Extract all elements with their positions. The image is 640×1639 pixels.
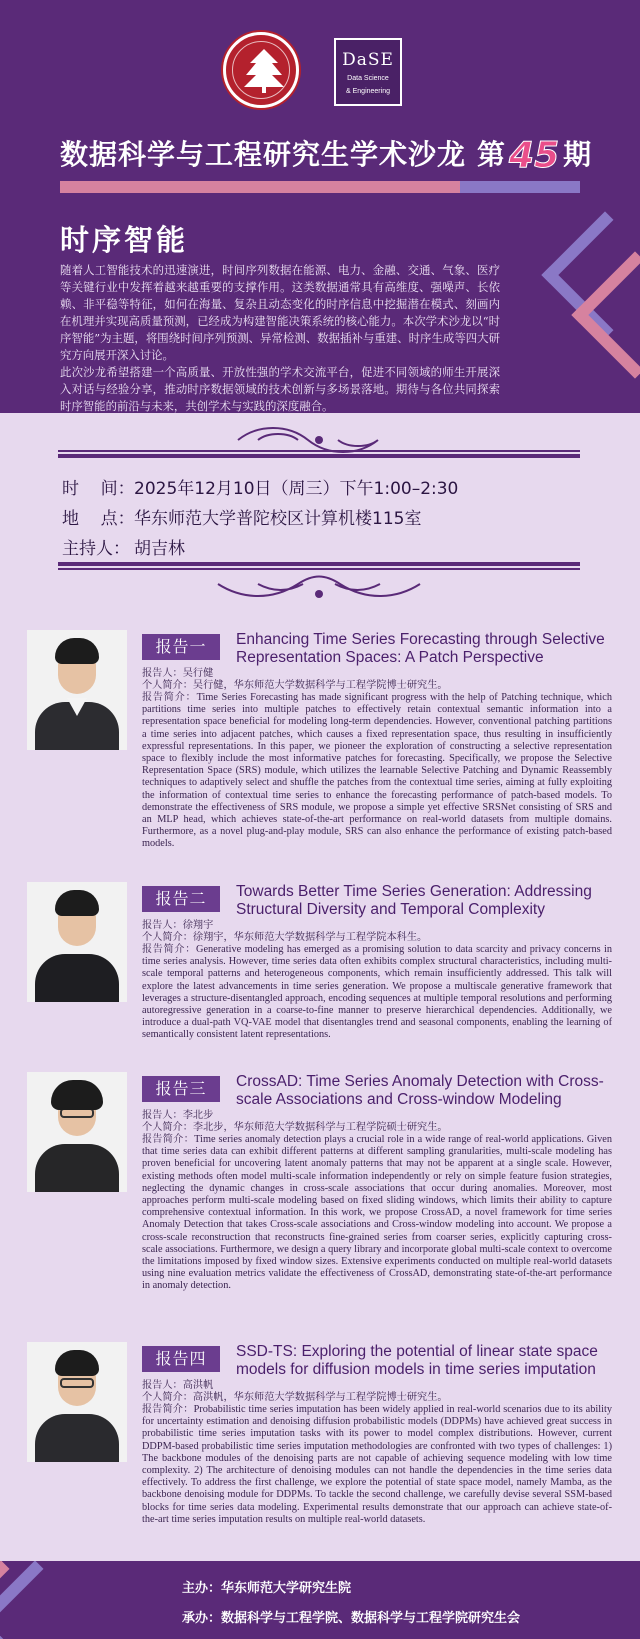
footer <box>0 1561 640 1639</box>
event-info <box>62 474 458 564</box>
abstract-text: Time series anomaly detection plays a crucial role in a wide range of real-world applications. Given that time series data can exhibit different patterns at different sampling granularities, multi-scale modeling has proven beneficial for uncovering latent anomaly patterns that may not be apparent at a single scale. However, existing methods often model multi-scale information independently or rely on simple feature fusion strategies, neglecting the dynamic changes in cross-scale associations that occur during anomalies. Moreover, most approaches perform multi-scale modeling based on fixed sliding windows, which limits their ability to capture comprehensive contextual information. In this work, we propose CrossAD, a novel framework for time series Anomaly Detection that takes Cross-scale associations and Cross-window modeling into account. We propose a cross-scale reconstruction that reconstructs fine-grained series from coarser series, explicitly capturing cross-scale associations. Furthermore, we design a query library and incorporate global multi-scale context to overcome the limitations imposed by fixed window sizes. Extensive experiments conducted on multiple real-world datasets using nine evaluation metrics validate the effectiveness of CrossAD, demonstrating state-of-the-art performance in anomaly detection. <box>142 1134 613 1292</box>
abstract-text: Generative modeling has emerged as a promising solution to data scarcity and privacy concerns in time series analysis. However, time series data often exhibits complex structural characteristics, including multi-scale temporal patterns and heterogeneous components, which remain insufficiently addressed. This talk will explore the latest advancements in time series generation. We propose a multiscale generative framework that leverages a structure-disentangled approach, encoding sequences at multiple temporal resolutions and performing autoregressive generation in a coarse-to-fine manner to preserve hierarchical dependencies. Additionally, we introduce a dual-path VQ-VAE model that disentangles trend and seasonal components, enabling the learning of semantically consistent latent representations. <box>142 944 612 1041</box>
issue-badge <box>477 133 591 176</box>
talk-tag: 报告三 <box>142 1076 220 1102</box>
tree-icon <box>242 47 286 93</box>
time-row <box>62 474 458 504</box>
ornament-divider <box>58 560 580 606</box>
place-row <box>62 504 458 534</box>
organizer: 主办：华东师范大学研究生院 <box>182 1581 352 1596</box>
talk-tag: 报告一 <box>142 634 220 660</box>
speaker-photo <box>27 1342 127 1462</box>
talk-title: Enhancing Time Series Forecasting through Selective Representation Spaces: A Patch Perspective <box>236 631 605 666</box>
talk-title: SSD-TS: Exploring the potential of linear state space models for diffusion models in time series imputation <box>236 1343 598 1378</box>
intro-paragraph: 此次沙龙希望搭建一个高质量、开放性强的学术交流平台，促进不同领域的师生开展深入对话与经验分享，推动时序数据领域的技术创新与多场景落地。期待与各位共同探索时序智能的前沿与未来，共创学术与实践的深度融合。 <box>60 365 500 413</box>
talk-abstract <box>142 944 612 1042</box>
abstract-label: 报告简介： <box>142 1404 194 1415</box>
speaker-bio: 个人简介：徐翔宇，华东师范大学数据科学与工程学院本科生。 <box>142 932 428 943</box>
salon-title: 数据科学与工程研究生学术沙龙 <box>60 138 467 171</box>
divider-bar <box>460 181 580 193</box>
speaker-photo <box>27 630 127 750</box>
abstract-label: 报告简介： <box>142 692 197 703</box>
co-organizer: 承办：数据科学与工程学院、数据科学与工程学院研究生会 <box>182 1611 521 1626</box>
time-value: 2025年12月10日（周三）下午1:00–2:30 <box>134 479 459 499</box>
talk-abstract <box>142 1404 612 1526</box>
dase-logo-sub1: Data Science <box>347 75 389 82</box>
intro-paragraph: 随着人工智能技术的迅速演进，时间序列数据在能源、电力、金融、交通、气象、医疗等关键行业中发挥着越来越重要的支撑作用。这类数据通常具有高维度、强噪声、长依赖、非平稳等特征，如何在海量、复杂且动态变化的时序信息中挖掘潜在模式、刻画内在机理并实现高质量预测，已经成为构建智能决策系统的核心能力。本次学术沙龙以“时序智能”为主题，将围绕时间序列预测、异常检测、数据插补与重建、时序生成等四大研究方向展开深入讨论。 <box>60 263 500 362</box>
speaker-bio: 个人简介：高洪帆，华东师范大学数据科学与工程学院博士研究生。 <box>142 1392 448 1403</box>
talk-title: Towards Better Time Series Generation: Addressing Structural Diversity and Temporal Complexity <box>236 883 592 918</box>
talk-tag: 报告二 <box>142 886 220 912</box>
issue-number: 45 <box>509 135 560 176</box>
divider-bar <box>60 181 460 193</box>
host-value: 胡吉林 <box>134 539 185 559</box>
speaker-photo <box>27 882 127 1002</box>
talk-tag: 报告四 <box>142 1346 220 1372</box>
issue-prefix: 第 <box>477 138 506 171</box>
header-section <box>0 0 640 413</box>
ornament-divider <box>58 422 580 460</box>
talk-abstract <box>142 1134 612 1293</box>
place-label: 地 点： <box>62 509 135 529</box>
dase-logo-sub2: & Engineering <box>346 88 390 95</box>
speaker-name: 报告人：高洪帆 <box>142 1380 214 1391</box>
issue-suffix: 期 <box>563 138 592 171</box>
abstract-text: Time Series Forecasting has made significant progress with the help of Patching technique, which partitions time series into multiple patches to effectively retain contextual semantic information into a representation space beneficial for modeling long-term dependencies. However, conventional patching partitions a time series into adjacent patches, which causes a fixed representation space, thus resulting in insufficiently expressful representations. In this paper, we pioneer the exploration of constructing a selective representation space to flexibly include the most informative patches for forecasting. Specifically, we propose the Selective Representation Space (SRS) module, which utilizes the learnable Selective Patching and Dynamic Reassembly techniques to adaptively select and shuffle the patches from the contextual time series, aiming at fully exploiting the information of contextual time series to enhance the forecasting performance of patch-based models. To demonstrate the effectiveness of SRS module, we propose a simple yet effective SRSNet consisting of SRS and an MLP head, which achieves state-of-the-art performance on real-world datasets from multiple domains. Furthermore, as a novel plug-and-play module, SRS can also enhance the performance of existing patch-based models. <box>142 692 612 850</box>
theme-title: 时序智能 <box>60 223 189 257</box>
speaker-bio: 个人简介：李北步，华东师范大学数据科学与工程学院硕士研究生。 <box>142 1122 448 1133</box>
decorative-chevron <box>0 1561 99 1639</box>
abstract-label: 报告简介： <box>142 1134 195 1145</box>
speaker-name: 报告人：吴行健 <box>142 668 214 679</box>
speaker-bio: 个人简介：吴行健，华东师范大学数据科学与工程学院博士研究生。 <box>142 680 448 691</box>
abstract-label: 报告简介： <box>142 944 197 955</box>
place-value: 华东师范大学普陀校区计算机楼115室 <box>134 509 422 529</box>
speaker-photo <box>27 1072 127 1192</box>
dase-logo <box>334 38 402 106</box>
talk-abstract <box>142 692 612 851</box>
host-label: 主持人： <box>62 539 130 559</box>
abstract-text: Probabilistic time series imputation has been widely applied in real-world scenarios due to its ability for uncertainty estimation and denoising diffusion probabilistic models (DDPMs) have achieved great success in probabilistic time series imputation tasks with its power to model complex distributions. However, current DDPM-based probabilistic time series imputation methodologies are confronted with two types of challenges: 1) The backbone modules of the denoising parts are not capable of achieving sequence modeling with low time complexity. 2) The architecture of denoising modules can not handle the dependencies in the time series data effectively. To address the first challenge, we explore the potential of state space model, namely Mamba, as the backbone denoising module for DDPMs. To tackle the second challenge, we carefully devise several SSM-based blocks for time series data modeling. Experimental results demonstrate that our approach can achieve state-of-the-art time series imputation results on multiple real-world datasets. <box>142 1404 612 1525</box>
ecnu-logo <box>223 32 299 108</box>
talk-title: CrossAD: Time Series Anomaly Detection with Cross-scale Associations and Cross-window Modeling <box>236 1073 604 1108</box>
speaker-name: 报告人：徐翔宇 <box>142 920 214 931</box>
time-label: 时 间： <box>62 479 135 499</box>
speaker-name: 报告人：李北步 <box>142 1110 214 1121</box>
theme-intro <box>60 262 500 413</box>
dase-logo-text: DaSE <box>342 50 394 70</box>
